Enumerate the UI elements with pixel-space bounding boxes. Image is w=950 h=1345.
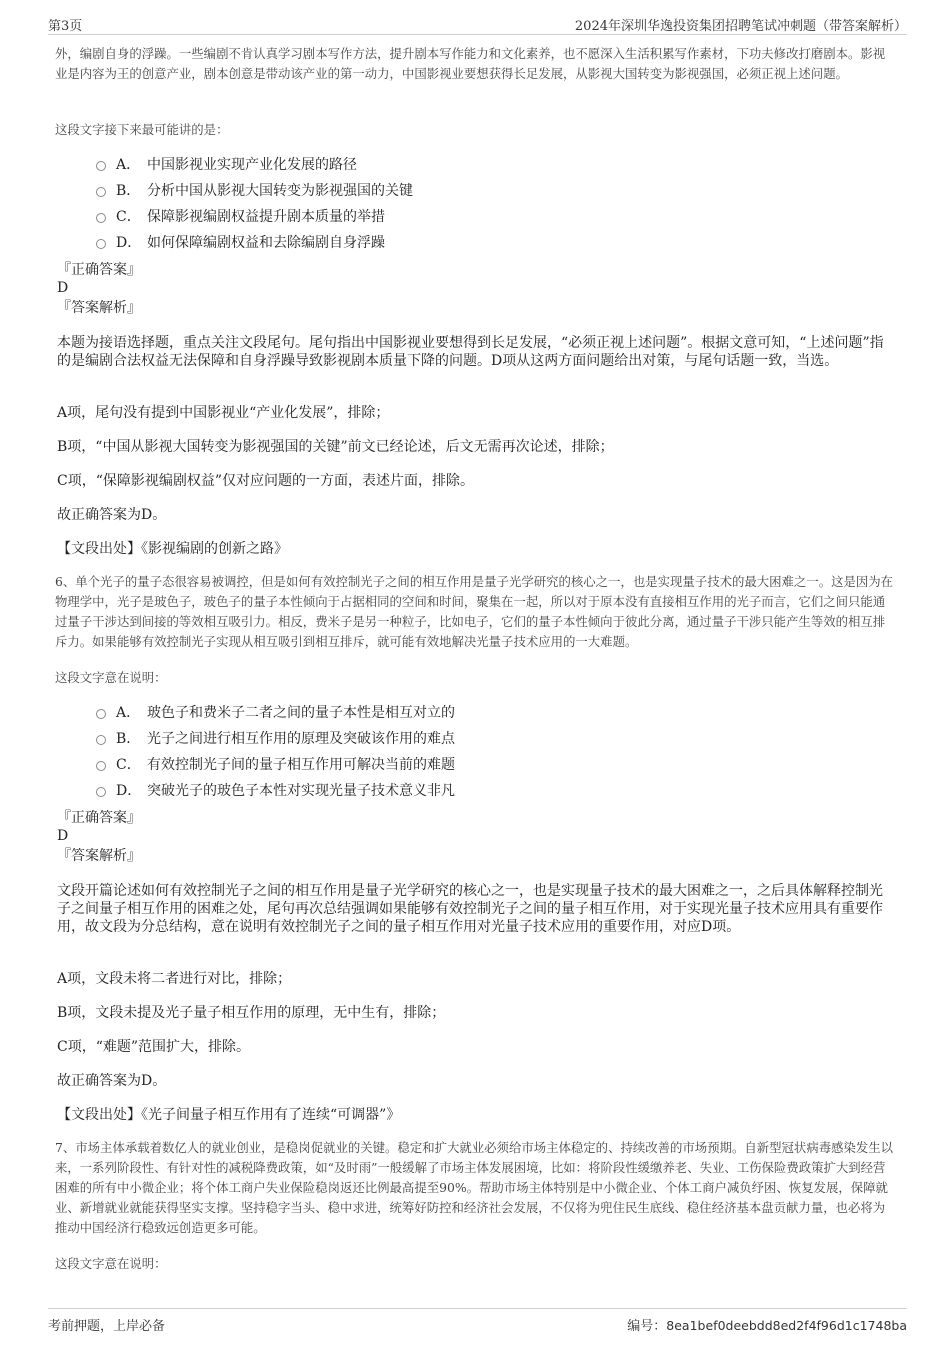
q5-analysis-conclusion: 故正确答案为D。 [57,507,167,523]
q6-option-d[interactable]: D． 突破光子的玻色子本性对实现光量子技术意义非凡 [96,777,856,803]
q6-analysis-c: C项，“难题”范围扩大，排除。 [57,1039,251,1055]
q6-source: 【文段出处】《光子间量子相互作用有了连续“可调器”》 [57,1107,401,1123]
page-number: 第3页 [48,19,83,34]
q6-answer: D [57,828,69,844]
footer-slogan: 考前押题，上岸必备 [48,1319,166,1334]
q6-option-c[interactable]: C． 有效控制光子间的量子相互作用可解决当前的难题 [96,751,856,777]
radio-icon[interactable] [96,239,106,249]
radio-icon[interactable] [96,735,106,745]
q7-prompt: 这段文字意在说明： [55,1256,167,1271]
q6-option-a[interactable]: A． 玻色子和费米子二者之间的量子本性是相互对立的 [96,699,856,725]
q5-analysis-label: 『答案解析』 [57,300,141,316]
q5-source: 【文段出处】《影视编剧的创新之路》 [57,541,288,557]
q6-analysis-conclusion: 故正确答案为D。 [57,1073,167,1089]
q5-answer: D [57,280,69,296]
q5-analysis-c: C项，“保障影视编剧权益”仅对应问题的一方面，表述片面，排除。 [57,473,475,489]
q5-option-a[interactable]: A． 中国影视业实现产业化发展的路径 [96,151,856,177]
q5-option-b[interactable]: B． 分析中国从影视大国转变为影视强国的关键 [96,177,856,203]
document-title: 2024年深圳华逸投资集团招聘笔试冲刺题（带答案解析） [574,19,907,34]
q5-prompt: 这段文字接下来最可能讲的是： [55,122,229,137]
q5-options [96,151,856,255]
radio-icon[interactable] [96,709,106,719]
q6-analysis-label: 『答案解析』 [57,848,141,864]
q6-options [96,699,856,803]
q5-analysis-b: B项，“中国从影视大国转变为影视强国的关键”前文已经论述，后文无需再次论述，排除； [57,439,614,455]
page-footer [48,1308,907,1335]
q6-prompt: 这段文字意在说明： [55,670,167,685]
radio-icon[interactable] [96,187,106,197]
q7-passage: 7、市场主体承载着数亿人的就业创业，是稳岗促就业的关键。稳定和扩大就业必须给市场主体稳定的、持续改善的市场预期。自新型冠状病毒感染发生以来，一系列阶段性、有针对性的减税降费政策，如“及时雨”一般缓解了市场主体发展困境，比如：将阶段性缓缴养老、失业、工伤保险费政策扩大到经营困难的所有中小微企业；将个体工商户失业保险稳岗返还比例最高提至90%。帮助市场主体特别是中小微企业、个体工商户减负纾困、恢复发展，保障就业、新增就业就能获得坚实支撑。坚持稳字当头、稳中求进，统筹好防控和经济社会发展，不仅将为兜住民生底线、稳住经济基本盘贡献力量，也必将为推动中国经济行稳致远创造更多可能。 [55,1140,894,1235]
q6-analysis-main: 文段开篇论述如何有效控制光子之间的相互作用是量子光学研究的核心之一，也是实现量子技术的最大困难之一，之后具体解释控制光子之间量子相互作用的困难之处，尾句再次总结强调如果能够有效控制光子之间的量子相互作用，对于实现光量子技术应用具有重要作用，故文段为分总结构，意在说明有效控制光子之间的量子相互作用对光量子技术应用的重要作用，对应D项。 [57,883,883,935]
radio-icon[interactable] [96,761,106,771]
passage-continuation: 外，编剧自身的浮躁。一些编剧不肯认真学习剧本写作方法，提升剧本写作能力和文化素养，也不愿深入生活积累写作素材，下功夫修改打磨剧本。影视业是内容为王的创意产业，剧本创意是带动该产业的第一动力，中国影视业要想获得长足发展，从影视大国转变为影视强国，必须正视上述问题。 [55,46,886,81]
radio-icon[interactable] [96,787,106,797]
q5-answer-label: 『正确答案』 [57,262,141,278]
q5-analysis-a: A项，尾句没有提到中国影视业“产业化发展”，排除； [57,405,390,421]
page-header [48,12,907,35]
q6-answer-label: 『正确答案』 [57,810,141,826]
q5-option-d[interactable]: D． 如何保障编剧权益和去除编剧自身浮躁 [96,229,856,255]
radio-icon[interactable] [96,161,106,171]
q5-analysis-main: 本题为接语选择题，重点关注文段尾句。尾句指出中国影视业要想得到长足发展，“必须正视上述问题”。根据文意可知，“上述问题”指的是编剧合法权益无法保障和自身浮躁导致影视剧本质量下降的问题。D项从这两方面问题给出对策，与尾句话题一致，当选。 [57,335,884,369]
q6-option-b[interactable]: B． 光子之间进行相互作用的原理及突破该作用的难点 [96,725,856,751]
q6-analysis-b: B项，文段未提及光子量子相互作用的原理，无中生有，排除； [57,1005,446,1021]
q6-passage: 6、单个光子的量子态很容易被调控，但是如何有效控制光子之间的相互作用是量子光学研究的核心之一，也是实现量子技术的最大困难之一。这是因为在物理学中，光子是玻色子，玻色子的量子本性倾向于占据相同的空间和时间，聚集在一起，所以对于原本没有直接相互作用的光子而言，它们之间只能通过量子干涉达到间接的等效相互吸引力。相反，费米子是另一种粒子，比如电子，它们的量子本性倾向于彼此分离，通过量子干涉只能产生等效的相互排斥力。如果能够有效控制光子实现从相互吸引到相互排斥，就可能有效地解决光量子技术应用的一大难题。 [55,574,894,649]
radio-icon[interactable] [96,213,106,223]
q6-analysis-a: A项，文段未将二者进行对比，排除； [57,971,292,987]
document-code: 编号：8ea1bef0deebdd8ed2f4f96d1c1748ba [627,1318,907,1334]
q5-option-c[interactable]: C． 保障影视编剧权益提升剧本质量的举措 [96,203,856,229]
